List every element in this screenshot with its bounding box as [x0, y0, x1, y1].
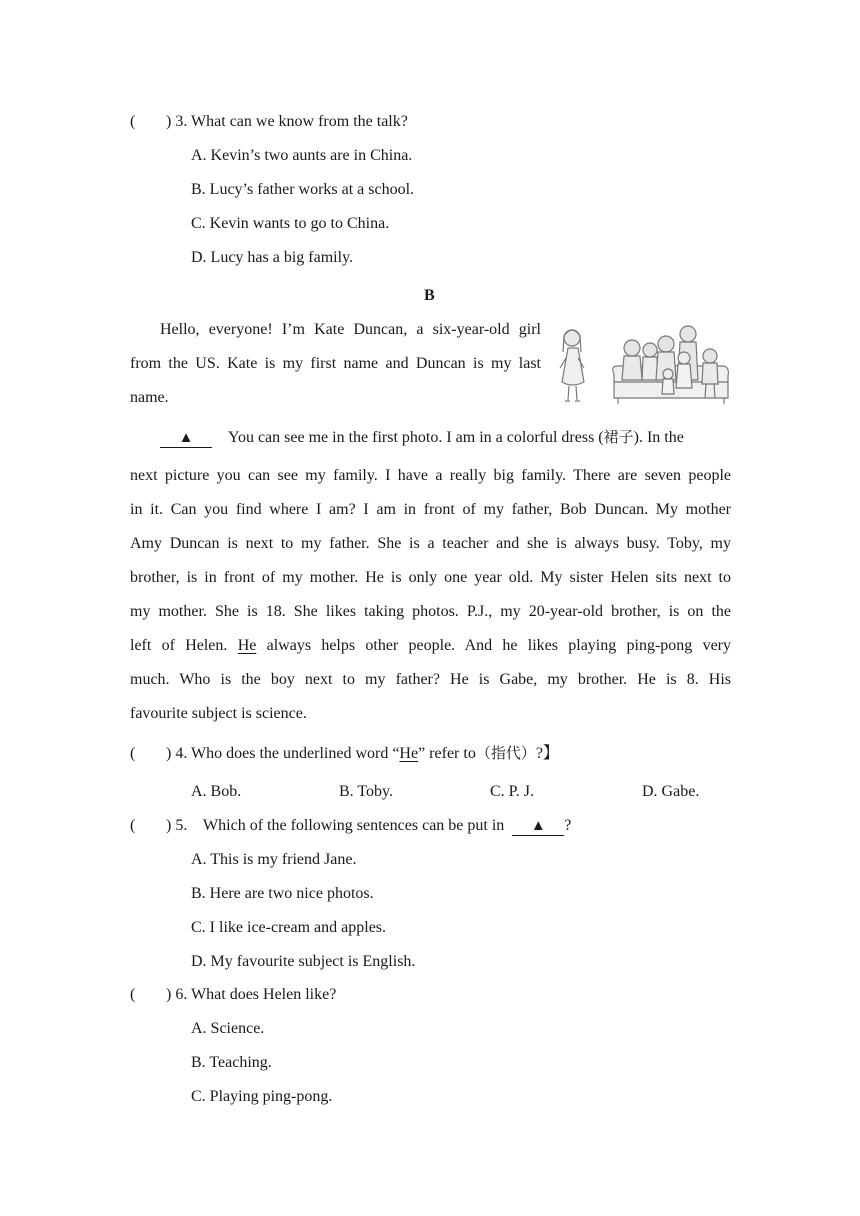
question-4-option-a: A. Bob.: [191, 783, 242, 800]
passage-line-4: Amy Duncan is next to my father. She is a teacher and she is always busy. Toby, my: [130, 535, 731, 552]
question-3-option-d: D. Lucy has a big family.: [191, 249, 354, 266]
question-3-option-b: B. Lucy’s father works at a school.: [191, 181, 415, 198]
intro-line-3: name.: [130, 389, 169, 406]
family-photo-illustration: [552, 322, 734, 406]
question-6-stem: ( ) 6. What does Helen like?: [130, 986, 337, 1003]
passage-line-1: ▲ You can see me in the first photo. I am in a colorful dress (裙子). In the: [160, 427, 731, 448]
question-4-option-c: C. P. J.: [490, 783, 535, 800]
passage-line-5: brother, is in front of my mother. He is only one year old. My sister Helen sits next to: [130, 569, 731, 586]
question-5-option-a: A. This is my friend Jane.: [191, 851, 357, 868]
girl-figure: [560, 330, 584, 401]
passage-line-7: left of Helen. He always helps other people. And he likes playing ping-pong very: [130, 637, 732, 654]
question-5-blank-slot[interactable]: ▲: [512, 817, 564, 836]
blank-answer-slot[interactable]: ▲: [160, 429, 212, 448]
question-4-option-d: D. Gabe.: [642, 783, 700, 800]
question-4-option-b: B. Toby.: [339, 783, 393, 800]
underlined-word-he: He: [237, 637, 257, 654]
passage-line-6: my mother. She is 18. She likes taking photos. P.J., my 20-year-old brother, is on the: [130, 603, 731, 620]
question-5-option-c: C. I like ice-cream and apples.: [191, 919, 387, 936]
passage-line-3: in it. Can you find where I am? I am in front of my father, Bob Duncan. My mother: [130, 501, 731, 518]
passage-line-8: much. Who is the boy next to my father? He is Gabe, my brother. He is 8. His: [130, 671, 731, 688]
question-3-stem: ( ) 3. What can we know from the talk?: [130, 113, 408, 130]
question-3-option-c: C. Kevin wants to go to China.: [191, 215, 390, 232]
question-6-option-c: C. Playing ping-pong.: [191, 1088, 333, 1105]
question-6-option-b: B. Teaching.: [191, 1054, 272, 1071]
question-3-option-a: A. Kevin’s two aunts are in China.: [191, 147, 413, 164]
question-5-option-d: D. My favourite subject is English.: [191, 953, 416, 970]
passage-line-2: next picture you can see my family. I have a really big family. There are seven people: [130, 467, 731, 484]
question-6-option-a: A. Science.: [191, 1020, 265, 1037]
passage-line-9: favourite subject is science.: [130, 705, 307, 722]
section-b-heading: B: [424, 287, 435, 304]
question-5-option-b: B. Here are two nice photos.: [191, 885, 374, 902]
intro-line-2: from the US. Kate is my first name and Duncan is my last: [130, 355, 541, 372]
intro-line-1: Hello, everyone! I’m Kate Duncan, a six-year-old girl: [160, 321, 541, 338]
question-4-stem: ( ) 4. Who does the underlined word “He” refer to（指代）?】: [130, 744, 559, 762]
question-5-stem: ( ) 5. Which of the following sentences can be put in ▲ ?: [130, 817, 572, 834]
